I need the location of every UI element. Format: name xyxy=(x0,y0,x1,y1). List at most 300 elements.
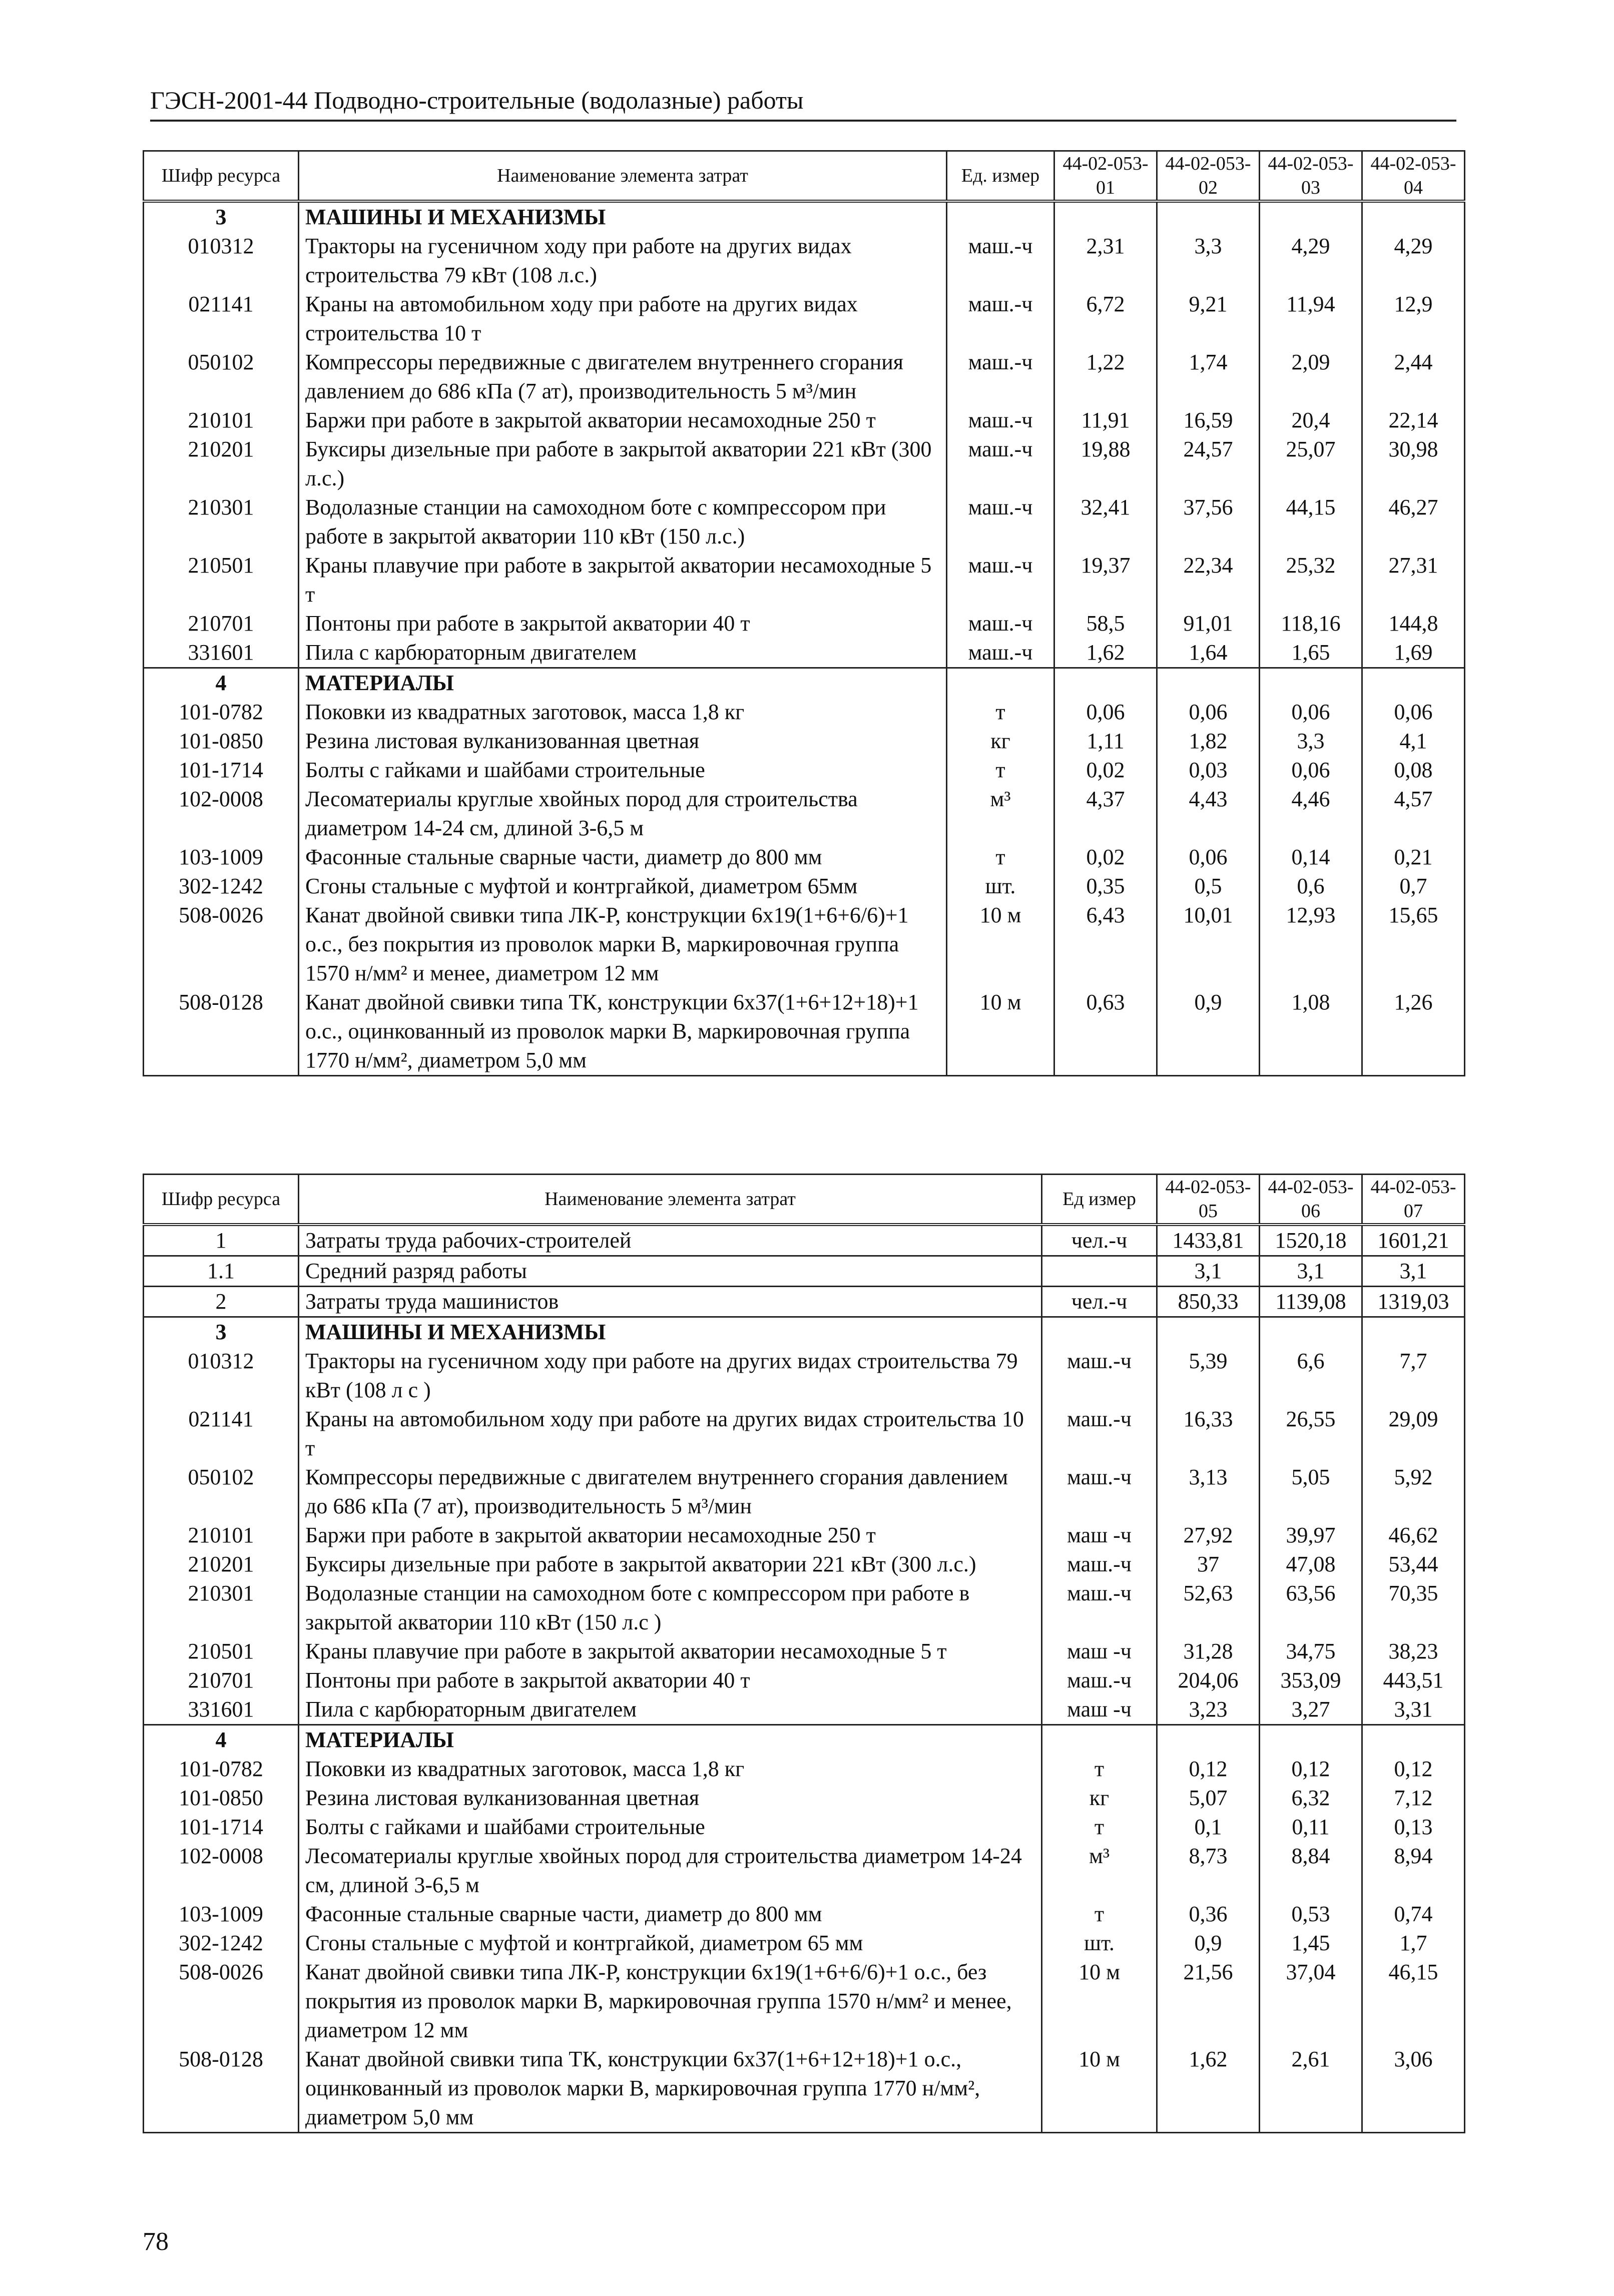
resource-unit: маш.-ч xyxy=(947,493,1054,551)
norm-value: 1,45 xyxy=(1260,1929,1362,1958)
norm-value: 0,02 xyxy=(1054,756,1157,785)
table-2-body xyxy=(144,1225,1465,2133)
norm-value xyxy=(1362,1317,1465,1347)
norm-value: 34,75 xyxy=(1260,1637,1362,1666)
resource-name: Буксиры дизельные при работе в закрытой акватории 221 кВт (300 л.с.) xyxy=(299,435,947,493)
norm-value: 0,5 xyxy=(1157,872,1260,901)
norm-value: 52,63 xyxy=(1157,1579,1260,1637)
col-header-unit: Ед измер xyxy=(1042,1175,1157,1225)
norm-value: 32,41 xyxy=(1054,493,1157,551)
table-row xyxy=(144,1958,1465,2045)
resource-unit: маш.-ч xyxy=(947,551,1054,609)
norm-value: 30,98 xyxy=(1362,435,1465,493)
norm-value: 29,09 xyxy=(1362,1405,1465,1463)
norm-value: 70,35 xyxy=(1362,1579,1465,1637)
resource-unit: маш.-ч xyxy=(1042,1347,1157,1405)
norm-value: 0,63 xyxy=(1054,988,1157,1076)
norm-value xyxy=(1054,668,1157,698)
norm-value: 1,11 xyxy=(1054,727,1157,756)
resource-name: Резина листовая вулканизованная цветная xyxy=(299,1784,1042,1813)
norm-value xyxy=(1157,201,1260,232)
norm-value: 27,92 xyxy=(1157,1521,1260,1550)
norm-value: 0,14 xyxy=(1260,843,1362,872)
norm-value: 204,06 xyxy=(1157,1666,1260,1695)
norm-value: 1,74 xyxy=(1157,348,1260,406)
norm-value: 46,27 xyxy=(1362,493,1465,551)
resource-code: 210701 xyxy=(144,1666,299,1695)
norm-value: 31,28 xyxy=(1157,1637,1260,1666)
resource-unit: 10 м xyxy=(947,901,1054,988)
norm-value: 3,3 xyxy=(1260,727,1362,756)
table-row xyxy=(144,435,1465,493)
resource-code: 4 xyxy=(144,1725,299,1755)
resource-code: 102-0008 xyxy=(144,1842,299,1900)
norm-value: 3,27 xyxy=(1260,1695,1362,1725)
resource-code: 4 xyxy=(144,668,299,698)
norm-value: 2,31 xyxy=(1054,232,1157,290)
resource-name: Понтоны при работе в закрытой акватории 40 т xyxy=(299,609,947,638)
resource-unit: маш -ч xyxy=(1042,1695,1157,1725)
norm-value: 1,82 xyxy=(1157,727,1260,756)
norm-value: 6,43 xyxy=(1054,901,1157,988)
table-1-body xyxy=(144,201,1465,1076)
resource-code: 3 xyxy=(144,201,299,232)
resource-name: МАШИНЫ И МЕХАНИЗМЫ xyxy=(299,1317,1042,1347)
norm-value: 0,1 xyxy=(1157,1813,1260,1842)
norm-value: 26,55 xyxy=(1260,1405,1362,1463)
norm-value: 2,44 xyxy=(1362,348,1465,406)
resource-unit: шт. xyxy=(947,872,1054,901)
norm-value: 1,08 xyxy=(1260,988,1362,1076)
table-row xyxy=(144,1666,1465,1695)
resource-code: 210201 xyxy=(144,435,299,493)
norm-value: 1,62 xyxy=(1054,638,1157,668)
table-row xyxy=(144,1695,1465,1725)
resource-unit xyxy=(1042,1317,1157,1347)
resource-code: 050102 xyxy=(144,1463,299,1521)
table-row xyxy=(144,232,1465,290)
section-row xyxy=(144,668,1465,698)
table-row xyxy=(144,1784,1465,1813)
norm-value: 0,02 xyxy=(1054,843,1157,872)
norm-value: 0,21 xyxy=(1362,843,1465,872)
resource-name: Краны плавучие при работе в закрытой акватории несамоходные 5 т xyxy=(299,551,947,609)
norm-value: 0,13 xyxy=(1362,1813,1465,1842)
resource-code: 1 xyxy=(144,1225,299,1256)
resource-code: 210201 xyxy=(144,1550,299,1579)
norm-value xyxy=(1362,1725,1465,1755)
resource-code: 010312 xyxy=(144,232,299,290)
table-row xyxy=(144,843,1465,872)
table-row xyxy=(144,901,1465,988)
norm-value: 1,69 xyxy=(1362,638,1465,668)
table-row xyxy=(144,1256,1465,1287)
norm-value: 0,06 xyxy=(1260,698,1362,727)
norm-value: 1319,03 xyxy=(1362,1287,1465,1317)
table-row xyxy=(144,1637,1465,1666)
col-header-norm: 44-02-053-05 xyxy=(1157,1175,1260,1225)
table-row xyxy=(144,698,1465,727)
resource-unit: шт. xyxy=(1042,1929,1157,1958)
norm-value: 37,04 xyxy=(1260,1958,1362,2045)
norm-value: 4,1 xyxy=(1362,727,1465,756)
norm-value xyxy=(1054,201,1157,232)
resource-unit: маш.-ч xyxy=(947,232,1054,290)
table-row xyxy=(144,2045,1465,2133)
resource-name: Канат двойной свивки типа ЛК-Р, конструкции 6х19(1+6+6/6)+1 о.с., без покрытия из проволок марки В, маркировочная группа 1570 н/мм² и менее, диаметром 12 мм xyxy=(299,901,947,988)
resource-unit: маш.-ч xyxy=(947,348,1054,406)
page-number: 78 xyxy=(143,2227,169,2256)
resource-code: 3 xyxy=(144,1317,299,1347)
resource-name: Тракторы на гусеничном ходу при работе на других видах строительства 79 кВт (108 л.с.) xyxy=(299,232,947,290)
norm-value xyxy=(1260,1317,1362,1347)
norm-value: 0,06 xyxy=(1362,698,1465,727)
norm-value: 3,3 xyxy=(1157,232,1260,290)
resource-unit xyxy=(1042,1256,1157,1287)
col-header-norm: 44-02-053-06 xyxy=(1260,1175,1362,1225)
resource-unit: м³ xyxy=(1042,1842,1157,1900)
resource-unit: маш -ч xyxy=(1042,1521,1157,1550)
section-row xyxy=(144,1725,1465,1755)
norm-value: 8,94 xyxy=(1362,1842,1465,1900)
resource-name: Лесоматериалы круглые хвойных пород для строительства диаметром 14-24 см, длиной 3-6,5 м xyxy=(299,1842,1042,1900)
norm-value: 91,01 xyxy=(1157,609,1260,638)
resource-code: 210301 xyxy=(144,493,299,551)
norm-value: 1,64 xyxy=(1157,638,1260,668)
resource-code: 101-0782 xyxy=(144,1755,299,1784)
norm-value: 27,31 xyxy=(1362,551,1465,609)
norm-value: 12,9 xyxy=(1362,290,1465,348)
norm-value: 0,03 xyxy=(1157,756,1260,785)
norm-value: 0,11 xyxy=(1260,1813,1362,1842)
norm-value: 46,62 xyxy=(1362,1521,1465,1550)
norm-value: 1,26 xyxy=(1362,988,1465,1076)
resource-code: 021141 xyxy=(144,1405,299,1463)
col-header-norm: 44-02-053-03 xyxy=(1260,151,1362,202)
resource-name: Баржи при работе в закрытой акватории несамоходные 250 т xyxy=(299,406,947,435)
norm-value: 0,08 xyxy=(1362,756,1465,785)
col-header-unit: Ед. измер xyxy=(947,151,1054,202)
resource-code: 508-0026 xyxy=(144,901,299,988)
table-row xyxy=(144,1929,1465,1958)
resource-code: 210101 xyxy=(144,406,299,435)
norm-value: 9,21 xyxy=(1157,290,1260,348)
resource-name: МАШИНЫ И МЕХАНИЗМЫ xyxy=(299,201,947,232)
norm-value xyxy=(1260,1725,1362,1755)
norm-value: 16,33 xyxy=(1157,1405,1260,1463)
norm-value: 6,6 xyxy=(1260,1347,1362,1405)
norm-value: 19,88 xyxy=(1054,435,1157,493)
resource-unit: м³ xyxy=(947,785,1054,843)
table-row xyxy=(144,1900,1465,1929)
resource-name: Канат двойной свивки типа ТК, конструкции 6х37(1+6+12+18)+1 о.с., оцинкованный из проволок марки В, маркировочная группа 1770 н/мм², диаметром 5,0 мм xyxy=(299,988,947,1076)
resource-name: Компрессоры передвижные с двигателем внутреннего сгорания давлением до 686 кПа (7 ат), производительность 5 м³/мин xyxy=(299,1463,1042,1521)
table-row xyxy=(144,493,1465,551)
norm-value: 0,06 xyxy=(1260,756,1362,785)
norm-value: 5,92 xyxy=(1362,1463,1465,1521)
resource-unit: маш.-ч xyxy=(947,290,1054,348)
table-row xyxy=(144,1225,1465,1256)
resource-unit: маш.-ч xyxy=(947,609,1054,638)
table-row xyxy=(144,1287,1465,1317)
resource-name: Водолазные станции на самоходном боте с компрессором при работе в закрытой акватории 110 кВт (150 л.с ) xyxy=(299,1579,1042,1637)
norm-value: 1601,21 xyxy=(1362,1225,1465,1256)
table-row xyxy=(144,872,1465,901)
norm-value: 21,56 xyxy=(1157,1958,1260,2045)
resource-name: Лесоматериалы круглые хвойных пород для строительства диаметром 14-24 см, длиной 3-6,5 м xyxy=(299,785,947,843)
col-header-code: Шифр ресурса xyxy=(144,151,299,202)
resource-name: Фасонные стальные сварные части, диаметр до 800 мм xyxy=(299,843,947,872)
norm-value: 4,46 xyxy=(1260,785,1362,843)
resource-unit: маш.-ч xyxy=(947,435,1054,493)
norm-value: 38,23 xyxy=(1362,1637,1465,1666)
resource-code: 2 xyxy=(144,1287,299,1317)
norm-value: 10,01 xyxy=(1157,901,1260,988)
norm-value: 3,1 xyxy=(1260,1256,1362,1287)
resource-unit: т xyxy=(1042,1900,1157,1929)
resource-unit: 10 м xyxy=(1042,1958,1157,2045)
resource-name: Краны на автомобильном ходу при работе на других видах строительства 10 т xyxy=(299,1405,1042,1463)
resource-name: Фасонные стальные сварные части, диаметр до 800 мм xyxy=(299,1900,1042,1929)
resource-unit: кг xyxy=(947,727,1054,756)
norm-value: 4,37 xyxy=(1054,785,1157,843)
table-row xyxy=(144,551,1465,609)
resource-code: 508-0128 xyxy=(144,2045,299,2133)
norm-value: 850,33 xyxy=(1157,1287,1260,1317)
resource-name: Затраты труда рабочих-строителей xyxy=(299,1225,1042,1256)
norm-value: 0,36 xyxy=(1157,1900,1260,1929)
resource-name: Пила с карбюраторным двигателем xyxy=(299,1695,1042,1725)
table-row xyxy=(144,1579,1465,1637)
table-row xyxy=(144,1521,1465,1550)
resource-unit: маш.-ч xyxy=(1042,1550,1157,1579)
norm-value: 25,32 xyxy=(1260,551,1362,609)
norm-value: 3,06 xyxy=(1362,2045,1465,2133)
resource-code: 1.1 xyxy=(144,1256,299,1287)
norm-value: 37 xyxy=(1157,1550,1260,1579)
resource-name: Понтоны при работе в закрытой акватории 40 т xyxy=(299,1666,1042,1695)
norm-value: 20,4 xyxy=(1260,406,1362,435)
resource-name: Средний разряд работы xyxy=(299,1256,1042,1287)
norm-value: 144,8 xyxy=(1362,609,1465,638)
norm-value: 0,7 xyxy=(1362,872,1465,901)
norm-value: 37,56 xyxy=(1157,493,1260,551)
norm-value: 16,59 xyxy=(1157,406,1260,435)
norm-value: 0,53 xyxy=(1260,1900,1362,1929)
norm-value: 443,51 xyxy=(1362,1666,1465,1695)
resource-unit: маш.-ч xyxy=(1042,1405,1157,1463)
norm-value: 4,29 xyxy=(1260,232,1362,290)
norm-value: 4,43 xyxy=(1157,785,1260,843)
resource-unit: т xyxy=(1042,1755,1157,1784)
resource-code: 021141 xyxy=(144,290,299,348)
table-row xyxy=(144,1463,1465,1521)
norm-value: 0,06 xyxy=(1157,698,1260,727)
norm-value: 2,09 xyxy=(1260,348,1362,406)
resource-code: 101-1714 xyxy=(144,1813,299,1842)
resource-code: 210501 xyxy=(144,1637,299,1666)
norm-value: 1,22 xyxy=(1054,348,1157,406)
norm-value xyxy=(1260,668,1362,698)
resource-name: Краны на автомобильном ходу при работе на других видах строительства 10 т xyxy=(299,290,947,348)
resource-code: 101-0782 xyxy=(144,698,299,727)
resource-unit: маш.-ч xyxy=(1042,1579,1157,1637)
norm-value xyxy=(1157,1317,1260,1347)
norm-value xyxy=(1157,1725,1260,1755)
norm-value: 63,56 xyxy=(1260,1579,1362,1637)
norm-value: 0,12 xyxy=(1362,1755,1465,1784)
col-header-norm: 44-02-053-01 xyxy=(1054,151,1157,202)
norm-value: 46,15 xyxy=(1362,1958,1465,2045)
norm-value: 0,9 xyxy=(1157,1929,1260,1958)
norm-value: 3,1 xyxy=(1362,1256,1465,1287)
resource-unit: кг xyxy=(1042,1784,1157,1813)
resource-code: 102-0008 xyxy=(144,785,299,843)
section-row xyxy=(144,1317,1465,1347)
resource-name: МАТЕРИАЛЫ xyxy=(299,1725,1042,1755)
resource-code: 508-0128 xyxy=(144,988,299,1076)
resource-code: 331601 xyxy=(144,638,299,668)
table-row xyxy=(144,1550,1465,1579)
resource-name: Резина листовая вулканизованная цветная xyxy=(299,727,947,756)
resource-code: 210501 xyxy=(144,551,299,609)
norm-value: 3,31 xyxy=(1362,1695,1465,1725)
resource-unit xyxy=(947,201,1054,232)
norm-value: 5,39 xyxy=(1157,1347,1260,1405)
resource-name: Болты с гайками и шайбами строительные xyxy=(299,1813,1042,1842)
norm-value: 1520,18 xyxy=(1260,1225,1362,1256)
table-row xyxy=(144,1842,1465,1900)
table-row xyxy=(144,756,1465,785)
norm-value: 11,94 xyxy=(1260,290,1362,348)
resource-unit: т xyxy=(947,698,1054,727)
norm-value: 0,6 xyxy=(1260,872,1362,901)
resource-code: 331601 xyxy=(144,1695,299,1725)
col-header-code: Шифр ресурса xyxy=(144,1175,299,1225)
col-header-norm: 44-02-053-07 xyxy=(1362,1175,1465,1225)
resource-code: 210701 xyxy=(144,609,299,638)
resource-unit: маш.-ч xyxy=(947,406,1054,435)
resource-unit: 10 м xyxy=(1042,2045,1157,2133)
norm-value: 22,34 xyxy=(1157,551,1260,609)
resource-name: Буксиры дизельные при работе в закрытой акватории 221 кВт (300 л.с.) xyxy=(299,1550,1042,1579)
norm-value: 58,5 xyxy=(1054,609,1157,638)
norm-value: 0,35 xyxy=(1054,872,1157,901)
table-row xyxy=(144,1347,1465,1405)
norm-value: 0,12 xyxy=(1157,1755,1260,1784)
table-row xyxy=(144,638,1465,668)
norm-value: 25,07 xyxy=(1260,435,1362,493)
resource-code: 101-1714 xyxy=(144,756,299,785)
resource-name: Сгоны стальные с муфтой и контргайкой, диаметром 65мм xyxy=(299,872,947,901)
resource-code: 010312 xyxy=(144,1347,299,1405)
norm-value: 3,1 xyxy=(1157,1256,1260,1287)
resource-name: Сгоны стальные с муфтой и контргайкой, диаметром 65 мм xyxy=(299,1929,1042,1958)
norm-value: 1139,08 xyxy=(1260,1287,1362,1317)
norm-value: 353,09 xyxy=(1260,1666,1362,1695)
resource-unit: чел.-ч xyxy=(1042,1287,1157,1317)
resource-unit xyxy=(1042,1725,1157,1755)
norm-value: 22,14 xyxy=(1362,406,1465,435)
table-row xyxy=(144,1813,1465,1842)
norm-value xyxy=(1362,668,1465,698)
norm-value: 5,07 xyxy=(1157,1784,1260,1813)
resource-name: Канат двойной свивки типа ЛК-Р, конструкции 6х19(1+6+6/6)+1 о.с., без покрытия из проволок марки В, маркировочная группа 1570 н/мм² и менее, диаметром 12 мм xyxy=(299,1958,1042,2045)
norm-value: 39,97 xyxy=(1260,1521,1362,1550)
resource-name: Канат двойной свивки типа ТК, конструкции 6х37(1+6+12+18)+1 о.с., оцинкованный из проволок марки В, маркировочная группа 1770 н/мм², диаметром 5,0 мм xyxy=(299,2045,1042,2133)
page-header: ГЭСН-2001-44 Подводно-строительные (водолазные) работы xyxy=(150,83,1456,122)
norm-value: 3,13 xyxy=(1157,1463,1260,1521)
norm-value: 6,32 xyxy=(1260,1784,1362,1813)
norm-value: 1,7 xyxy=(1362,1929,1465,1958)
norm-value: 5,05 xyxy=(1260,1463,1362,1521)
table-row xyxy=(144,785,1465,843)
resource-unit: маш.-ч xyxy=(1042,1463,1157,1521)
resource-table-2 xyxy=(143,1174,1465,2133)
norm-value xyxy=(1260,201,1362,232)
table-row xyxy=(144,1755,1465,1784)
resource-name: Болты с гайками и шайбами строительные xyxy=(299,756,947,785)
resource-code: 050102 xyxy=(144,348,299,406)
norm-value: 7,7 xyxy=(1362,1347,1465,1405)
table-row xyxy=(144,290,1465,348)
resource-unit: т xyxy=(1042,1813,1157,1842)
resource-code: 302-1242 xyxy=(144,1929,299,1958)
resource-unit: т xyxy=(947,843,1054,872)
resource-name: Поковки из квадратных заготовок, масса 1,8 кг xyxy=(299,698,947,727)
norm-value xyxy=(1157,668,1260,698)
norm-value: 12,93 xyxy=(1260,901,1362,988)
resource-name: Компрессоры передвижные с двигателем внутреннего сгорания давлением до 686 кПа (7 ат), производительность 5 м³/мин xyxy=(299,348,947,406)
norm-value: 6,72 xyxy=(1054,290,1157,348)
norm-value: 8,73 xyxy=(1157,1842,1260,1900)
norm-value: 0,9 xyxy=(1157,988,1260,1076)
resource-code: 101-0850 xyxy=(144,727,299,756)
resource-unit: 10 м xyxy=(947,988,1054,1076)
table-row xyxy=(144,988,1465,1076)
norm-value: 118,16 xyxy=(1260,609,1362,638)
norm-value: 15,65 xyxy=(1362,901,1465,988)
resource-code: 210301 xyxy=(144,1579,299,1637)
resource-unit: маш.-ч xyxy=(947,638,1054,668)
resource-unit: т xyxy=(947,756,1054,785)
norm-value: 0,12 xyxy=(1260,1755,1362,1784)
col-header-name: Наименование элемента затрат xyxy=(299,151,947,202)
resource-name: МАТЕРИАЛЫ xyxy=(299,668,947,698)
section-row xyxy=(144,201,1465,232)
resource-name: Поковки из квадратных заготовок, масса 1,8 кг xyxy=(299,1755,1042,1784)
resource-code: 210101 xyxy=(144,1521,299,1550)
resource-unit xyxy=(947,668,1054,698)
resource-name: Баржи при работе в закрытой акватории несамоходные 250 т xyxy=(299,1521,1042,1550)
norm-value: 2,61 xyxy=(1260,2045,1362,2133)
norm-value: 0,06 xyxy=(1054,698,1157,727)
col-header-norm: 44-02-053-04 xyxy=(1362,151,1465,202)
resource-name: Затраты труда машинистов xyxy=(299,1287,1042,1317)
resource-unit: чел.-ч xyxy=(1042,1225,1157,1256)
col-header-norm: 44-02-053-02 xyxy=(1157,151,1260,202)
norm-value: 47,08 xyxy=(1260,1550,1362,1579)
table-row xyxy=(144,406,1465,435)
resource-table-1 xyxy=(143,150,1465,1076)
norm-value: 4,29 xyxy=(1362,232,1465,290)
norm-value: 44,15 xyxy=(1260,493,1362,551)
resource-code: 508-0026 xyxy=(144,1958,299,2045)
norm-value xyxy=(1362,201,1465,232)
norm-value: 1,65 xyxy=(1260,638,1362,668)
norm-value: 4,57 xyxy=(1362,785,1465,843)
norm-value: 19,37 xyxy=(1054,551,1157,609)
